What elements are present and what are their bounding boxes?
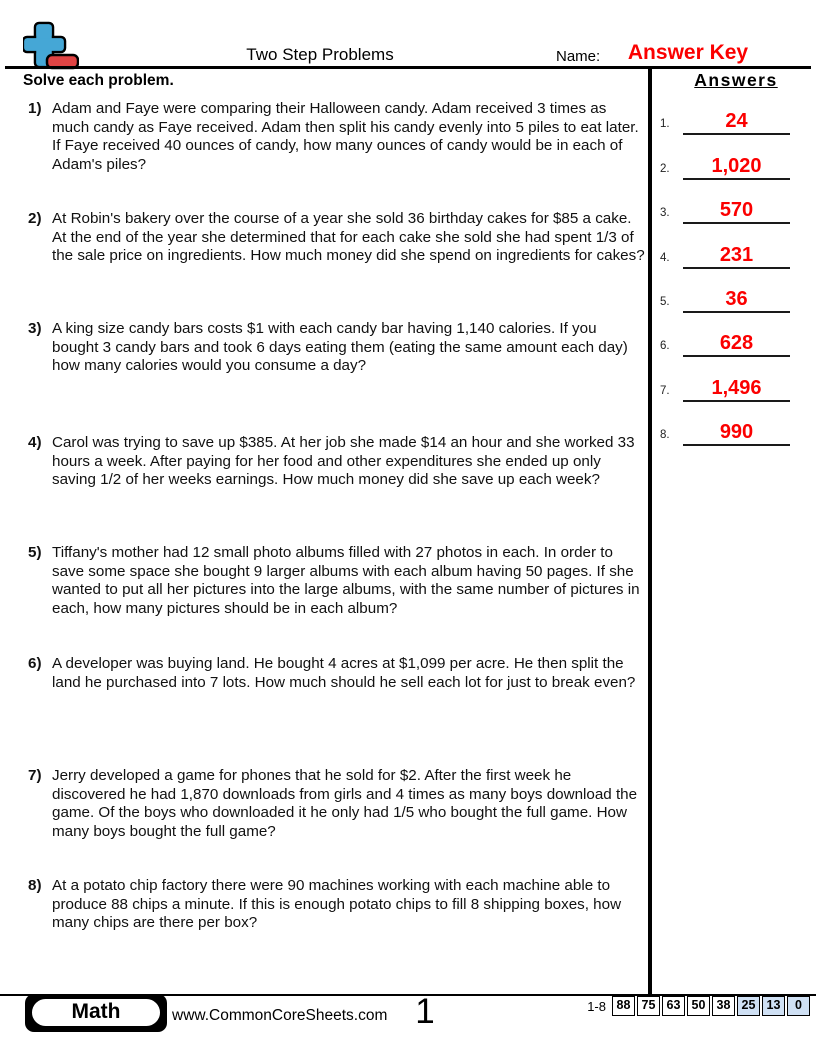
score-table	[612, 996, 810, 1016]
answer-row	[656, 91, 816, 135]
answer-value: 36	[725, 287, 748, 310]
page-title: Two Step Problems	[246, 45, 394, 64]
answers-column-divider	[648, 67, 652, 994]
problem-item	[28, 877, 650, 933]
instructions-text: Solve each problem.	[23, 72, 174, 89]
answer-row	[656, 357, 816, 401]
score-cell: 38	[712, 996, 735, 1016]
subject-badge	[25, 994, 167, 1032]
problem-text: A king size candy bars costs $1 with each candy bar having 1,140 calories. If you bought 3 candy bars and took 6 days eating them (eating the same amount each day) how many calories would you consume a day?	[52, 320, 628, 375]
answer-number: 8.	[660, 429, 670, 442]
name-value-answer-key: Answer Key	[627, 41, 749, 64]
problem-item	[28, 655, 650, 692]
subject-label: Math	[32, 999, 160, 1026]
problem-number: 7)	[28, 767, 42, 784]
problem-text: At Robin's bakery over the course of a year she sold 36 birthday cakes for $85 a cake. At the end of the year she determined that for each cake she sold she had spent 1/3 of the sale price on ingredients. How much money did she spend on ingredients for cakes?	[52, 210, 645, 265]
score-cell: 63	[662, 996, 685, 1016]
score-cell: 13	[762, 996, 785, 1016]
problem-item	[28, 320, 650, 376]
answers-column	[656, 67, 816, 446]
answers-title: Answers	[694, 70, 778, 90]
page-number: 1	[415, 992, 435, 1031]
problem-text: Adam and Faye were comparing their Halloween candy. Adam received 3 times as much candy as Faye received. Adam then split his candy evenly into 5 piles to eat later. If Faye received 40 ounces of candy, how many ounces of candy would be in each of Adam's piles?	[52, 100, 639, 173]
answer-number: 1.	[660, 118, 670, 131]
score-cell: 25	[737, 996, 760, 1016]
score-cell: 88	[612, 996, 635, 1016]
plus-minus-logo-icon	[23, 14, 79, 70]
answer-value: 1,496	[711, 376, 762, 399]
problem-item	[28, 767, 650, 841]
answer-number: 3.	[660, 207, 670, 220]
problem-number: 6)	[28, 655, 42, 672]
problem-number: 4)	[28, 434, 42, 451]
plus-minus-logo-svg	[23, 14, 79, 70]
name-label: Name:	[556, 48, 601, 65]
score-cell: 75	[637, 996, 660, 1016]
score-cell: 50	[687, 996, 710, 1016]
problem-text: At a potato chip factory there were 90 machines working with each machine able to produce 88 chips a minute. If this is enough potato chips to fill 8 shipping boxes, how many chips are there per box?	[52, 877, 622, 932]
answer-number: 7.	[660, 384, 670, 397]
problem-number: 5)	[28, 544, 42, 561]
problem-number: 3)	[28, 320, 42, 337]
problem-text: Carol was trying to save up $385. At her job she made $14 an hour and she worked 33 hours a week. After paying for her food and other expenditures she ended up only saving 1/2 of her weeks earnings. How much money did she save up each week?	[52, 434, 635, 489]
answer-number: 5.	[660, 295, 670, 308]
website-url: www.CommonCoreSheets.com	[172, 1007, 388, 1024]
answer-number: 2.	[660, 162, 670, 175]
answer-row	[656, 313, 816, 357]
answer-value: 990	[719, 421, 754, 444]
answer-row	[656, 180, 816, 224]
problem-item	[28, 544, 650, 618]
answer-row	[656, 224, 816, 268]
problem-number: 8)	[28, 877, 42, 894]
problem-text: Tiffany's mother had 12 small photo albums filled with 27 photos in each. In order to save some space she bought 9 larger albums with each album having 50 pages. If she wanted to put all her pictures into the large albums, with the same number of pictures in each, how many pictures should be in each album?	[52, 544, 640, 617]
score-range-label: 1-8	[587, 999, 606, 1014]
answer-row	[656, 269, 816, 313]
answer-value: 24	[725, 110, 748, 133]
problem-number: 1)	[28, 100, 42, 117]
problem-text: A developer was buying land. He bought 4 acres at $1,099 per acre. He then split the land he purchased into 7 lots. How much should he sell each lot for just to break even?	[52, 655, 636, 691]
answer-number: 6.	[660, 340, 670, 353]
answer-row	[656, 402, 816, 446]
answer-value: 570	[719, 199, 754, 222]
problem-number: 2)	[28, 210, 42, 227]
answer-row	[656, 135, 816, 179]
problem-item	[28, 434, 650, 490]
answer-value: 231	[719, 243, 754, 266]
problem-item	[28, 210, 650, 266]
problem-item	[28, 100, 650, 174]
score-cell: 0	[787, 996, 810, 1016]
answer-value: 1,020	[711, 154, 762, 177]
answer-number: 4.	[660, 251, 670, 264]
answer-value: 628	[719, 332, 754, 355]
answer-blank-line	[683, 444, 790, 446]
problem-text: Jerry developed a game for phones that he sold for $2. After the first week he discovered he had 1,870 downloads from girls and 4 times as many boys download the game. Of the boys who downloaded it he only had 1/5 who bought the full game. How many boys bought the full game?	[52, 767, 638, 840]
